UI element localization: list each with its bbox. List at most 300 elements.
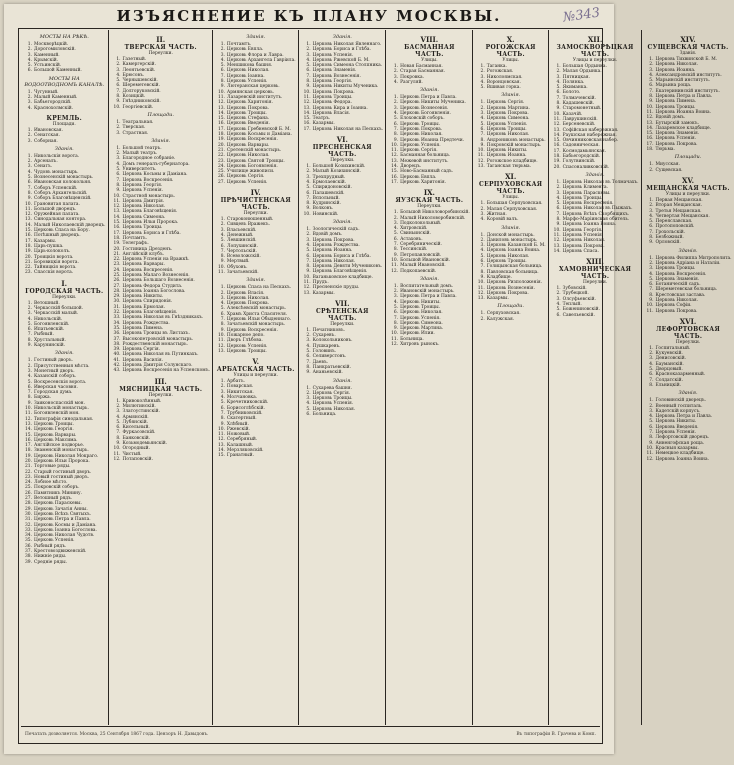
item-number: 12. [217,437,225,443]
item-number: 6. [116,425,121,431]
district-num: IV. [250,188,261,198]
item-number: 29. [113,294,121,300]
item-text: Елоховскій соборъ. [400,116,445,122]
item-text: Малый Ивановскій. [400,263,446,269]
item-number: 9. [649,440,654,446]
item-text: Церковь Никиты. [486,148,528,154]
item-text: Малая Ордынка. [562,69,602,75]
item-text: Церковь Успенія. [34,538,75,544]
item-number: 11. [217,94,225,100]
district-heading [23,115,106,127]
item-number: 22. [25,469,32,475]
item-number: 13. [25,217,32,223]
legend-column [642,30,734,725]
subsection-heading: Зданія. [501,224,521,231]
item-number: 13. [303,105,311,111]
item-number: 3. [306,396,311,402]
item-number: 5. [480,121,485,127]
district-heading [112,36,210,56]
district-heading [645,318,732,345]
item-number: 1. [480,64,485,69]
item-number: 4. [220,232,225,238]
item-text: Рогожское кладбище. [486,158,538,164]
item-text: Мерзляковскій. [226,448,264,453]
item-text: Воронцовская. [486,79,521,85]
item-number: 2. [649,260,654,266]
item-text: Устьинскій. [34,63,62,69]
item-text: Церковь Троицы. [312,94,353,100]
item-number: 5. [306,406,311,412]
subsection-heading: Зданія. [246,34,266,40]
item-number: 1. [116,57,121,62]
item-text: Церковь Успенія. [400,142,441,148]
item-text: Серпуховская. [486,311,521,317]
item-text: Церковь Воскресенія. [226,327,278,333]
item-text: Подколокольный. [400,220,442,226]
item-number: 24. [217,163,225,169]
district-num: XIII. [586,257,604,267]
item-number: 4. [480,248,485,254]
list-item [552,165,639,170]
item-text: Церковь Іоанна Богослова. [122,288,186,294]
item-number: 30. [25,511,32,517]
item-text: Александровскій институтъ. [655,72,722,78]
item-text: Марьина роща. [655,83,692,89]
item-number: 5. [393,116,399,122]
item-text: Большая Серпуховская. [486,201,543,207]
item-text: Соборная. [34,138,58,144]
item-number: 24. [113,267,121,273]
item-text: Церковь Иоанна. [486,153,527,159]
item-number: 7. [27,390,32,396]
item-text: Дворъ Глѣбова. [226,338,263,344]
item-number: 2. [649,62,654,68]
item-text: Нижніе ряды. [34,554,67,560]
item-text: Малый Николоворобинскій. [400,215,466,221]
item-text: Церковь Покрова. [312,89,355,95]
item-number: 7. [116,430,121,436]
legend-frame [18,28,732,744]
list-item [112,368,210,373]
item-number: 12. [113,456,121,462]
item-number: 7. [393,315,399,321]
district-sub: Улицы. [421,58,438,63]
item-number: 6. [27,180,32,186]
item-number: 11. [113,451,121,457]
item-number: 4. [306,401,311,407]
item-text: Церковь Троицы въ Листахъ. [122,331,190,337]
item-number: 15. [391,169,399,175]
item-text: Старомонетный. [562,106,602,112]
item-text: Церковь Петра и Павла. [655,414,713,420]
item-number: 8. [116,435,121,441]
item-number: 10. [553,227,561,233]
item-text: Шереметевскій. [122,83,160,89]
item-number: 4. [393,79,399,85]
subsection-heading: Зданія. [54,145,74,152]
item-text: Церковь Троицы. [312,396,353,402]
item-number: 16. [553,143,561,149]
item-text: Торговые ряды. [34,464,71,470]
item-number: 10. [25,201,32,207]
item-text: Карунинскій. [34,343,66,349]
item-number: 1. [27,127,32,133]
item-text: Новая Басманная. [400,64,443,69]
page-title: ИЗЪЯСНЕНИЕ КЪ ПЛАНУ МОСКВЫ. [116,7,502,25]
item-text: Гостиный дворъ. [34,358,73,364]
district-name: ХАМОВНИЧЕСКАЯ ЧАСТЬ. [558,266,632,281]
item-number: 16. [217,121,225,127]
item-number: 10. [217,89,225,95]
item-number: 2. [480,206,485,212]
item-text: Церковь Мартина. [400,326,444,332]
item-text: Церковь Параскевы. [34,501,82,507]
item-number: 7. [649,287,654,293]
item-number: 17. [553,148,561,154]
item-text: Церковь Симеона. [486,116,530,122]
item-number: 3. [116,156,121,162]
district-name: ЗАМОСКВОРѢЦКАЯ ЧАСТЬ. [556,44,634,58]
item-text: Малая Серпуховская. [486,206,538,212]
item-number: 10. [477,280,485,286]
item-number: 16. [646,136,654,142]
list-item [216,453,296,458]
item-number: 1. [27,300,32,306]
item-text: Савельевскій. [562,312,595,318]
item-number: 4. [649,361,654,367]
item-text: Казармы. [312,290,335,296]
item-text: Церковь Вознесенія. [400,105,449,111]
district-heading [645,177,732,197]
item-text: Чугунный. [34,89,59,95]
item-number: 33. [25,527,32,533]
item-text: Воскресенскія ворота. [34,379,87,385]
item-number: 10. [217,332,225,338]
list-item [23,139,106,144]
item-text: Кукуевскій. [655,351,683,357]
item-text: Городская дума. [34,390,73,396]
item-number: 21. [25,464,32,470]
item-number: 6. [393,121,399,127]
item-number: 17. [646,141,654,147]
item-text: Дворецъ. [400,164,422,170]
item-text: Церковь Воскресенія. [122,267,174,273]
item-text: Церковь Іоанна. [226,73,265,79]
item-text: Церковь Сергія. [226,174,265,180]
item-text: Церковь Ризположенія. [486,280,543,286]
item-text: Шереметевская больница. [655,287,718,293]
item-text: Церковь Всѣхъ Святыхъ. [34,511,92,517]
item-number: 3. [393,220,399,226]
item-number: 14. [113,214,121,220]
item-text: Храмъ Христа Спасителя. [226,311,288,317]
item-number: 37. [113,336,121,342]
item-text: Чистый. [122,451,142,457]
item-number: 36. [113,331,121,337]
item-number: 19. [113,241,121,247]
item-number: 39. [25,559,32,565]
item-text: Церковь Николая Мокраго. [34,453,99,459]
item-number: 9. [649,99,654,105]
subsection-heading: Зданія. [501,92,521,99]
item-text: Ивановская колокольня. [34,180,92,186]
item-text: Церковь Максима. [34,437,78,443]
item-text: Церковь Всѣхъ Скорбящихъ. [562,211,630,217]
item-text: Потаповскій. [122,456,154,462]
item-text: Казачій. [562,111,583,117]
item-text: Палашевскій. [312,190,345,196]
item-text: Церковь Адріана и Наталіи. [655,260,721,266]
item-text: Камергерскій. [122,62,156,68]
district-sub: Переулки. [148,392,173,398]
item-number: 3. [393,294,399,300]
item-number: 6. [393,310,399,316]
item-number: 7. [480,132,485,138]
district-name: ЛЕФОРТОВСКАЯ ЧАСТЬ. [655,325,721,340]
item-number: 17. [391,179,399,185]
item-number: 20. [113,246,121,252]
item-text: Церковь Мартина. [486,105,530,111]
item-text: Церковь Георгія. [562,227,603,233]
item-text: Церковь Іоанна Воина. [655,456,709,462]
item-text: Обуховъ. [226,264,248,270]
item-text: Хрустальный. [34,337,66,343]
item-number: 15. [646,131,654,137]
item-text: Церковь Успенія. [400,315,441,321]
item-text: Трубниковскій. [226,410,263,416]
item-text: Ипатьевскій. [34,327,65,333]
item-text: Церковь Петра и Павла. [34,517,91,523]
item-number: 19. [25,249,32,255]
item-text: Церковь Николая. [400,132,443,138]
item-text: Театръ. [312,116,331,122]
item-number: 9. [220,421,225,427]
archive-number-stamp: №343 [562,5,601,26]
item-number: 2. [393,100,399,106]
item-text: Тюрьма. [655,147,675,153]
item-text: Банковскій. [122,435,151,441]
item-number: 2. [649,203,654,209]
item-text: Молчановка. [226,395,258,401]
item-text: Церковь Николая. [562,238,606,244]
item-text: Церковь Богоявленія. [226,163,278,169]
item-text: Церковь Знаменія. [312,68,357,74]
item-text: Церковь Пимена. [655,99,697,105]
subsection-heading: Зданія. [332,377,352,384]
item-number: 42. [113,363,121,369]
item-number: 21. [25,259,32,265]
item-number: 2. [116,151,121,157]
item-number: 3. [306,338,311,344]
item-text: Церковь Іоанна Воина. [486,248,541,254]
item-text: Грохольскій. [655,229,686,235]
item-text: Церковь Покрова. [655,141,698,147]
item-text: Церковь Троицы. [562,195,603,201]
legend-column [20,30,109,725]
item-text: Больница. [312,412,337,418]
item-text: Театральная. [122,119,154,125]
item-text: Заиконоспасскій мон. [34,400,86,406]
item-text: Вшивая горка. [486,85,521,91]
list-item [476,85,546,90]
item-number: 16. [25,437,32,443]
item-text: Козьмодемьянскій. [122,441,168,446]
list-item [645,309,732,314]
item-number: 9. [556,222,561,228]
item-text: Ботаническій садъ. [655,282,701,288]
item-number: 5. [556,201,561,207]
item-number: 1. [27,89,32,95]
item-number: 11. [477,153,485,159]
item-number: 14. [303,110,311,116]
item-number: 11. [391,148,399,154]
item-number: 2. [27,47,32,53]
item-text: Церковь Бориса и Глѣба. [312,47,371,53]
item-number: 2. [306,47,311,53]
item-text: Покровка. [400,74,424,80]
item-text: Головинъ. [312,349,337,355]
item-number: 9. [220,259,225,265]
item-text: Церковь Николая въ Путинкахъ. [122,352,199,358]
item-text: Большой дворецъ. [34,206,77,212]
item-text: Серебряническій. [400,242,442,248]
item-number: 4. [116,414,121,420]
subsection-heading: Площади. [497,303,524,310]
district-name: КРЕМЛЬ. [46,114,83,122]
item-text: Житная. [486,211,507,217]
item-number: 6. [306,412,311,418]
item-text: Церковь Никиты. [655,419,697,425]
item-number: 1. [480,201,485,207]
list-item [645,457,732,462]
item-number: 13. [391,158,399,164]
item-text: Казармы. [486,296,509,302]
list-item [645,147,732,152]
item-number: 23. [25,474,32,480]
item-number: 9. [116,99,121,105]
item-number: 8. [649,235,654,241]
district-heading [216,358,296,378]
item-text: Денежный. [226,232,254,238]
district-name: МЯСНИЦКАЯ ЧАСТЬ. [119,385,203,393]
item-number: 3. [556,190,561,196]
item-number: 5. [480,85,485,91]
district-sub: Улицы и переулки. [572,58,618,63]
item-number: 5. [306,248,311,254]
item-number: 5. [393,231,399,237]
item-number: 17. [113,230,121,236]
item-text: Церковь Воскресенія на Успенскомъ. [122,368,210,374]
item-number: 3. [649,266,654,272]
item-number: 16. [25,233,32,239]
item-number: 11. [646,451,654,457]
list-item [112,457,210,462]
item-text: Церковь Богоявленія. [400,111,451,117]
item-text: Церковь Знаменія. [655,131,700,137]
item-number: 23. [25,270,32,276]
item-number: 6. [306,190,311,196]
item-text: Церковь Воскресенія. [562,201,614,207]
district-sub: Улицы и переулки. [233,373,278,379]
item-number: 9. [220,327,225,333]
item-number: 5. [27,175,32,181]
subsection-heading: МОСТЫ НА РѢКѢ. [39,34,89,40]
item-number: 7. [116,177,121,183]
item-number: 7. [556,95,561,101]
item-number: 13. [553,127,561,133]
item-number: 1. [480,232,485,238]
item-number: 7. [220,248,225,254]
item-number: 3. [27,368,32,374]
item-number: 3. [556,296,561,302]
legend-column [109,30,213,725]
item-text: Солдатскій. [655,377,683,383]
item-text: Церковь Рождества. [312,242,360,248]
item-number: 8. [393,320,399,326]
item-text: Новый гостиный дворъ. [34,474,90,480]
item-text: Теплый. [562,301,582,307]
item-number: 8. [220,322,225,328]
item-text: Оружейная палата. [34,212,80,218]
item-number: 25. [113,272,121,278]
district-heading [302,136,383,163]
item-text: Царь-колоколъ. [34,249,71,255]
item-text: Немецкое кладбище. [655,451,705,457]
item-text: Домъ генералъ-губернатора. [122,161,190,167]
item-number: 1. [27,153,32,159]
item-text: Лютеранская церковь. [226,84,280,90]
item-text: Казанскій соборъ. [34,374,77,380]
item-number: 2. [649,403,654,409]
item-text: Церковь Успенія. [562,232,604,238]
item-number: 25. [25,485,32,491]
item-text: Церковь Успенія. [312,52,354,58]
item-number: 4. [220,301,225,307]
item-text: Ветошный рядъ. [34,496,73,502]
item-text: Церковь Федора. [312,100,352,106]
item-text: Церковь Девяти Мучениковъ. [312,264,383,270]
item-text: Лаврушинскій. [562,116,598,122]
item-text: Церковь Воскресенія. [226,137,278,143]
item-text: Церковь Симеона. [122,214,166,220]
item-number: 17. [25,238,32,244]
item-number: 22. [217,153,225,159]
item-number: 25. [217,169,225,175]
item-number: 1. [220,42,225,47]
district-heading [476,36,546,63]
subsection-heading: Зданія. [332,219,352,226]
item-text: Церковь Сергія. [486,100,525,106]
item-text: Памятникъ Минину. [34,490,83,496]
subsection-heading: МОСТЫ НА ВОДООТВОДНОМЪ КАНАЛѢ. [24,75,105,88]
item-text: Пятницкая. [562,74,590,80]
list-item [112,131,210,136]
item-number: 8. [306,201,311,207]
item-number: 8. [306,79,311,85]
item-number: 12. [217,100,225,106]
district-num: XI. [505,172,517,182]
item-text: Церковь Софіи. [655,303,692,309]
item-text: Пушкаревъ. [312,343,341,349]
item-number: 12. [646,115,654,121]
item-number: 8. [220,416,225,422]
item-text: Черкасскій малый. [34,311,79,317]
item-number: 3. [393,105,399,111]
item-number: 16. [113,225,121,231]
item-number: 4. [393,226,399,232]
item-number: 10. [646,445,654,451]
item-number: 14. [553,132,561,138]
